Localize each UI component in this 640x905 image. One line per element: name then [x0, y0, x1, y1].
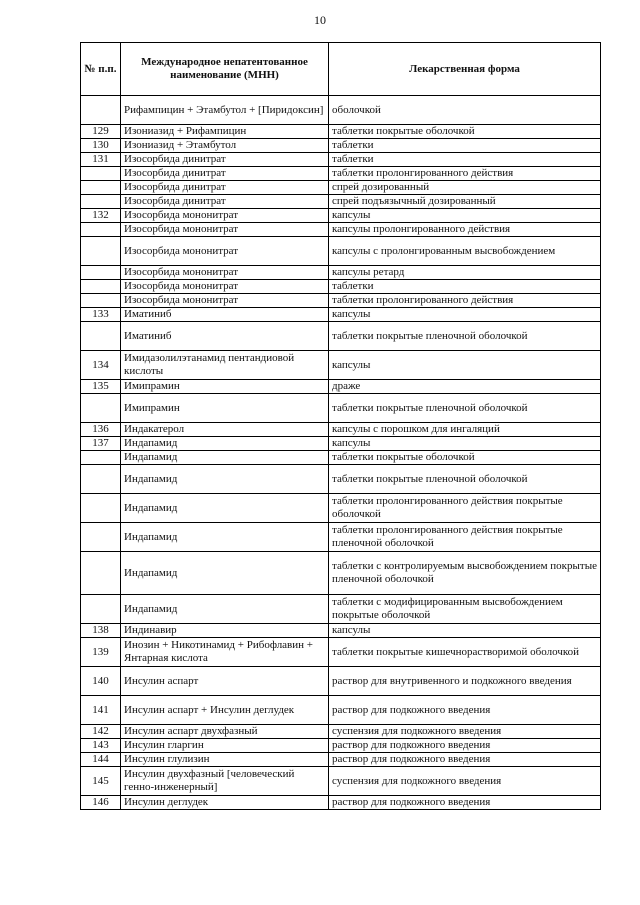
table-row — [81, 351, 601, 380]
row-inn-name: Индакатерол — [121, 423, 329, 437]
medicines-table — [80, 42, 601, 810]
table-row — [81, 237, 601, 266]
row-number — [81, 266, 121, 280]
row-number: 131 — [81, 153, 121, 167]
table-row — [81, 725, 601, 739]
table-header-row — [81, 43, 601, 96]
row-number — [81, 223, 121, 237]
row-inn-name: Инсулин гларгин — [121, 739, 329, 753]
row-dosage-form: раствор для внутривенного и подкожного введения — [329, 667, 601, 696]
row-number: 135 — [81, 380, 121, 394]
row-inn-name: Изосорбида мононитрат — [121, 266, 329, 280]
row-dosage-form: капсулы — [329, 209, 601, 223]
row-number: 133 — [81, 308, 121, 322]
row-number: 138 — [81, 624, 121, 638]
table-row — [81, 322, 601, 351]
row-number: 139 — [81, 638, 121, 667]
row-dosage-form: спрей подъязычный дозированный — [329, 195, 601, 209]
row-inn-name: Рифампицин + Этамбутол + [Пиридоксин] — [121, 96, 329, 125]
table-row — [81, 294, 601, 308]
row-number — [81, 96, 121, 125]
row-number — [81, 195, 121, 209]
row-dosage-form: капсулы — [329, 351, 601, 380]
row-number — [81, 167, 121, 181]
row-dosage-form: таблетки пролонгированного действия покрытые пленочной оболочкой — [329, 523, 601, 552]
row-inn-name: Индапамид — [121, 494, 329, 523]
row-number: 144 — [81, 753, 121, 767]
table-row — [81, 266, 601, 280]
row-dosage-form: таблетки покрытые пленочной оболочкой — [329, 394, 601, 423]
row-number — [81, 465, 121, 494]
table-row — [81, 494, 601, 523]
row-dosage-form: раствор для подкожного введения — [329, 753, 601, 767]
row-inn-name: Изосорбида мононитрат — [121, 294, 329, 308]
table-row — [81, 796, 601, 810]
row-dosage-form: таблетки с контролируемым высвобождением покрытые пленочной оболочкой — [329, 552, 601, 595]
row-dosage-form: таблетки покрытые пленочной оболочкой — [329, 322, 601, 351]
row-dosage-form: таблетки пролонгированного действия — [329, 167, 601, 181]
row-inn-name: Индапамид — [121, 552, 329, 595]
row-dosage-form: капсулы с порошком для ингаляций — [329, 423, 601, 437]
row-inn-name: Иматиниб — [121, 322, 329, 351]
row-number: 141 — [81, 696, 121, 725]
row-inn-name: Изосорбида динитрат — [121, 167, 329, 181]
table-row — [81, 638, 601, 667]
page-number: 10 — [314, 13, 326, 27]
header-dosage-form: Лекарственная форма — [329, 43, 601, 96]
row-dosage-form: капсулы с пролонгированным высвобождением — [329, 237, 601, 266]
row-number: 132 — [81, 209, 121, 223]
row-inn-name: Изониазид + Рифампицин — [121, 125, 329, 139]
row-number: 145 — [81, 767, 121, 796]
row-number — [81, 280, 121, 294]
table-row — [81, 739, 601, 753]
row-number: 129 — [81, 125, 121, 139]
row-number: 142 — [81, 725, 121, 739]
table-row — [81, 437, 601, 451]
row-number: 140 — [81, 667, 121, 696]
table-row — [81, 667, 601, 696]
row-dosage-form: капсулы пролонгированного действия — [329, 223, 601, 237]
row-inn-name: Индапамид — [121, 437, 329, 451]
row-dosage-form: таблетки — [329, 280, 601, 294]
row-inn-name: Инсулин двухфазный [человеческий генно-инженерный] — [121, 767, 329, 796]
table-row — [81, 125, 601, 139]
header-number: № п.п. — [81, 43, 121, 96]
table-row — [81, 280, 601, 294]
table-row — [81, 209, 601, 223]
row-dosage-form: таблетки с модифицированным высвобождением покрытые оболочкой — [329, 595, 601, 624]
row-inn-name: Инсулин деглудек — [121, 796, 329, 810]
row-dosage-form: таблетки — [329, 153, 601, 167]
row-inn-name: Имипрамин — [121, 380, 329, 394]
row-inn-name: Имипрамин — [121, 394, 329, 423]
row-dosage-form: таблетки покрытые кишечнорастворимой оболочкой — [329, 638, 601, 667]
row-inn-name: Индапамид — [121, 523, 329, 552]
row-inn-name: Изосорбида мононитрат — [121, 223, 329, 237]
row-dosage-form: раствор для подкожного введения — [329, 739, 601, 753]
row-number — [81, 552, 121, 595]
table-row — [81, 523, 601, 552]
row-dosage-form: капсулы — [329, 624, 601, 638]
row-inn-name: Индапамид — [121, 465, 329, 494]
row-dosage-form: таблетки покрытые оболочкой — [329, 125, 601, 139]
row-inn-name: Иматиниб — [121, 308, 329, 322]
row-inn-name: Инозин + Никотинамид + Рибофлавин + Янтарная кислота — [121, 638, 329, 667]
row-number: 143 — [81, 739, 121, 753]
row-number — [81, 595, 121, 624]
row-inn-name: Изониазид + Этамбутол — [121, 139, 329, 153]
row-inn-name: Имидазолилэтанамид пентандиовой кислоты — [121, 351, 329, 380]
table-row — [81, 223, 601, 237]
table-row — [81, 595, 601, 624]
table-row — [81, 451, 601, 465]
row-dosage-form: таблетки покрытые оболочкой — [329, 451, 601, 465]
table-body — [81, 96, 601, 810]
table-row — [81, 767, 601, 796]
row-dosage-form: раствор для подкожного введения — [329, 696, 601, 725]
table-row — [81, 153, 601, 167]
row-dosage-form: капсулы ретард — [329, 266, 601, 280]
row-number: 137 — [81, 437, 121, 451]
table-row — [81, 167, 601, 181]
row-inn-name: Индинавир — [121, 624, 329, 638]
table-row — [81, 423, 601, 437]
table-row — [81, 380, 601, 394]
table-row — [81, 552, 601, 595]
row-number — [81, 394, 121, 423]
row-inn-name: Изосорбида мононитрат — [121, 280, 329, 294]
row-inn-name: Инсулин аспарт — [121, 667, 329, 696]
table-row — [81, 308, 601, 322]
table-row — [81, 139, 601, 153]
row-inn-name: Изосорбида мононитрат — [121, 209, 329, 223]
row-number — [81, 451, 121, 465]
table-row — [81, 181, 601, 195]
row-dosage-form: капсулы — [329, 308, 601, 322]
table-row — [81, 624, 601, 638]
row-dosage-form: драже — [329, 380, 601, 394]
row-number — [81, 523, 121, 552]
row-dosage-form: таблетки покрытые пленочной оболочкой — [329, 465, 601, 494]
table-row — [81, 195, 601, 209]
row-number: 134 — [81, 351, 121, 380]
table-row — [81, 753, 601, 767]
row-dosage-form: раствор для подкожного введения — [329, 796, 601, 810]
table-row — [81, 465, 601, 494]
row-inn-name: Инсулин глулизин — [121, 753, 329, 767]
header-inn-name: Международное непатентованное наименование (МНН) — [121, 43, 329, 96]
row-inn-name: Изосорбида динитрат — [121, 195, 329, 209]
row-inn-name: Изосорбида мононитрат — [121, 237, 329, 266]
row-number: 130 — [81, 139, 121, 153]
row-number — [81, 494, 121, 523]
row-inn-name: Индапамид — [121, 595, 329, 624]
row-dosage-form: оболочкой — [329, 96, 601, 125]
row-inn-name: Изосорбида динитрат — [121, 153, 329, 167]
row-number: 146 — [81, 796, 121, 810]
row-inn-name: Инсулин аспарт двухфазный — [121, 725, 329, 739]
row-number — [81, 294, 121, 308]
row-dosage-form: суспензия для подкожного введения — [329, 767, 601, 796]
table-row — [81, 96, 601, 125]
row-dosage-form: таблетки пролонгированного действия — [329, 294, 601, 308]
row-inn-name: Изосорбида динитрат — [121, 181, 329, 195]
row-dosage-form: капсулы — [329, 437, 601, 451]
row-dosage-form: суспензия для подкожного введения — [329, 725, 601, 739]
row-inn-name: Инсулин аспарт + Инсулин деглудек — [121, 696, 329, 725]
row-number: 136 — [81, 423, 121, 437]
table-row — [81, 696, 601, 725]
row-inn-name: Индапамид — [121, 451, 329, 465]
row-dosage-form: таблетки — [329, 139, 601, 153]
row-number — [81, 181, 121, 195]
row-dosage-form: спрей дозированный — [329, 181, 601, 195]
row-number — [81, 237, 121, 266]
row-dosage-form: таблетки пролонгированного действия покрытые оболочкой — [329, 494, 601, 523]
row-number — [81, 322, 121, 351]
table-row — [81, 394, 601, 423]
